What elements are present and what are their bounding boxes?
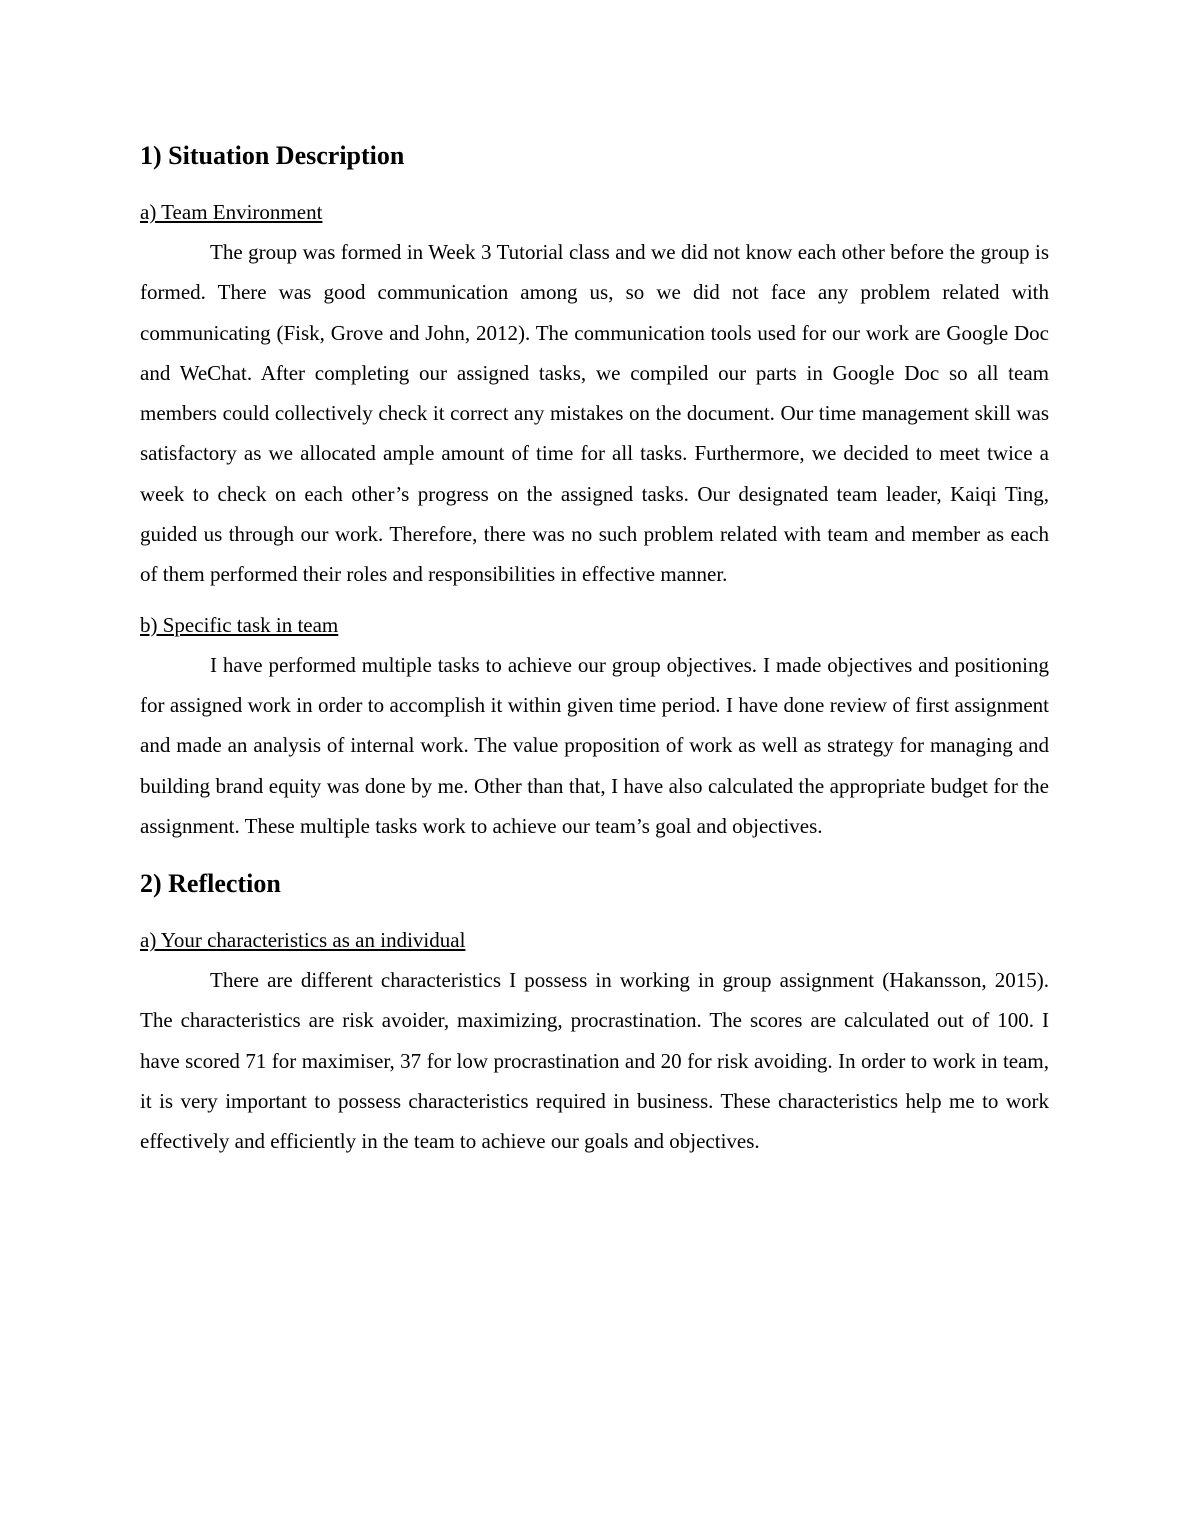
- paragraph-characteristics: There are different characteristics I possess in working in group assignment (Hakansson, 2015). The characteristics are risk avoider, maximizing, procrastination. The scores are calculated out of 100. I have scored 71 for maximiser, 37 for low procrastination and 20 for risk avoiding. In order to work in team, it is very important to possess characteristics required in business. These characteristics help me to work effectively and efficiently in the team to achieve our goals and objectives.: [140, 968, 1049, 1154]
- paragraph-team-environment: The group was formed in Week 3 Tutorial class and we did not know each other before the group is formed. There was good communication among us, so we did not face any problem related with communicating (Fisk, Grove and John, 2012). The communication tools used for our work are Google Doc and WeChat. After completing our assigned tasks, we compiled our parts in Google Doc so all team members could collectively check it correct any mistakes on the document. Our time management skill was satisfactory as we allocated ample amount of time for all tasks. Furthermore, we decided to meet twice a week to check on each other’s progress on the assigned tasks. Our designated team leader, Kaiqi Ting, guided us through our work. Therefore, there was no such problem related with team and member as each of them performed their roles and responsibilities in effective manner.: [140, 240, 1049, 587]
- subheading-specific-task: b) Specific task in team: [140, 612, 339, 637]
- subheading-team-environment: a) Team Environment: [140, 200, 323, 224]
- section-heading-situation-description: 1) Situation Description: [140, 141, 405, 170]
- subheading-characteristics: a) Your characteristics as an individual: [140, 928, 466, 953]
- paragraph-specific-task: I have performed multiple tasks to achieve our group objectives. I made objectives and positioning for assigned work in order to accomplish it within given time period. I have done review of first assignment and made an analysis of internal work. The value proposition of work as well as strategy for managing and building brand equity was done by me. Other than that, I have also calculated the appropriate budget for the assignment. These multiple tasks work to achieve our team’s goal and objectives.: [140, 652, 1049, 838]
- document-page: [140, 132, 1049, 1162]
- section-heading-reflection: 2) Reflection: [140, 869, 281, 899]
